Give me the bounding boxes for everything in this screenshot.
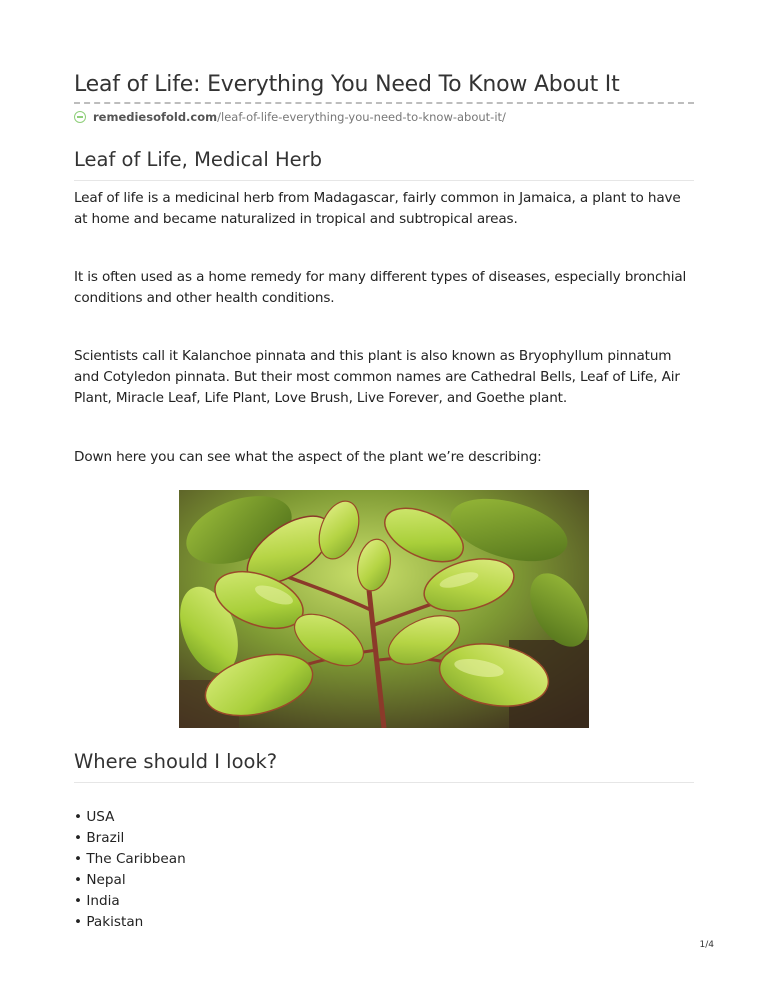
section-heading-medical-herb: Leaf of Life, Medical Herb: [74, 147, 694, 181]
paragraph-home-remedy: It is often used as a home remedy for many different types of diseases, especially bronchial conditions and other health conditions.: [74, 269, 687, 306]
paragraph-scientific-names: Scientists call it Kalanchoe pinnata and this plant is also known as Bryophyllum pinnatum and Cotyledon pinnata. But their most common names are Cathedral Bells, Leaf of Life, Air Plant, Miracle Leaf, Life Plant, Love Brush, Live Forever, and Goethe plant.: [74, 348, 680, 406]
list-item: • USA: [74, 809, 115, 825]
country-list: [74, 807, 186, 933]
source-path[interactable]: /leaf-of-life-everything-you-need-to-know-about-it/: [217, 110, 506, 124]
plant-photo: [179, 490, 589, 728]
globe-icon: [74, 111, 86, 123]
page-number: 1/4: [699, 940, 714, 950]
paragraph-intro: Leaf of life is a medicinal herb from Madagascar, fairly common in Jamaica, a plant to have at home and became naturalized in tropical and subtropical areas.: [74, 190, 681, 227]
plant-photo-graphic: [179, 490, 589, 728]
source-link[interactable]: [74, 108, 506, 126]
source-domain[interactable]: remediesofold.com: [93, 110, 218, 124]
list-item: • India: [74, 893, 120, 909]
list-item: • Pakistan: [74, 914, 144, 930]
section-heading-where-to-look: Where should I look?: [74, 749, 694, 783]
paragraph-image-intro: Down here you can see what the aspect of the plant we’re describing:: [74, 449, 542, 465]
title-divider: [74, 102, 694, 104]
list-item: • Brazil: [74, 830, 125, 846]
list-item: • The Caribbean: [74, 851, 186, 867]
article-title: Leaf of Life: Everything You Need To Know About It: [74, 72, 620, 97]
list-item: • Nepal: [74, 872, 126, 888]
